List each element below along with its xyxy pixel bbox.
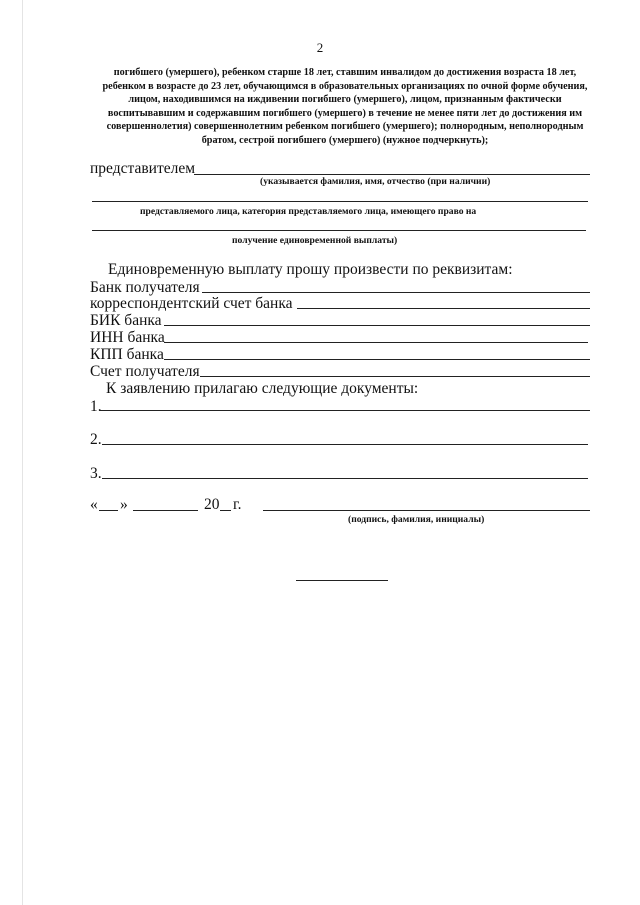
field-line-corr-account[interactable] [297,308,590,309]
field-line-inn[interactable] [164,342,588,343]
intro-text: погибшего (умершего), ребенком старше 18 лет, ставшим инвалидом до достижения возраста 18 лет, ребенком в возрасте до 23 лет, обучающимся в образовательных организациях по очной форме обучения, лицом, находившимся на иждивении погибшего (умершего), лицом, признанным фактически воспитывавшим и содержавшим погибшего (умершего) в течение не менее пяти лет до достижения им совершеннолетия) совершеннолетним ребенком погибшего (умершего); полнородным, неполнородным братом, сестрой погибшего (умершего) (нужное подчеркнуть); [102,67,588,146]
date-year-prefix: 20 [204,496,220,513]
field-label-bank: Банк получателя [90,279,200,296]
date-year-line[interactable] [220,510,231,511]
representative-hint-1: (указывается фамилия, имя, отчество (при наличии) [260,176,491,187]
field-line-bik[interactable] [164,325,590,326]
representative-hint-2: представляемого лица, категория представляемого лица, имеющего право на [140,206,477,217]
representative-hint-3: получение единовременной выплаты) [232,235,398,246]
field-line-bank[interactable] [202,292,590,293]
representative-right-line[interactable] [92,230,586,231]
page-number: 2 [316,40,324,55]
document-item-3-line[interactable] [102,478,588,479]
document-item-2-line[interactable] [102,444,588,445]
documents-heading: К заявлению прилагаю следующие документы: [106,380,419,397]
document-item-1-number: 1. [90,398,102,415]
date-quote-close: » [120,496,128,513]
date-day-line[interactable] [99,510,118,511]
date-month-line[interactable] [133,510,198,511]
field-label-recipient-account: Счет получателя [90,363,200,380]
field-label-kpp: КПП банка [90,346,164,363]
document-item-2-number: 2. [90,431,102,448]
representative-label: представителем [90,160,196,177]
field-label-bik: БИК банка [90,312,162,329]
closing-rule [296,580,388,581]
payment-heading: Единовременную выплату прошу произвести по реквизитам: [108,261,513,278]
field-line-recipient-account[interactable] [200,376,590,377]
signature-caption: (подпись, фамилия, инициалы) [348,514,485,525]
field-label-corr-account: корреспондентский счет банка [90,295,293,312]
signature-line[interactable] [263,510,590,511]
document-item-1-line[interactable] [100,410,590,411]
field-label-inn: ИНН банка [90,329,165,346]
field-line-kpp[interactable] [164,359,590,360]
scan-edge [22,0,23,905]
representative-category-line[interactable] [92,201,588,202]
date-year-suffix: г. [233,496,242,513]
representative-name-line[interactable] [194,174,590,175]
document-item-3-number: 3. [90,465,102,482]
date-quote-open: « [90,496,98,513]
